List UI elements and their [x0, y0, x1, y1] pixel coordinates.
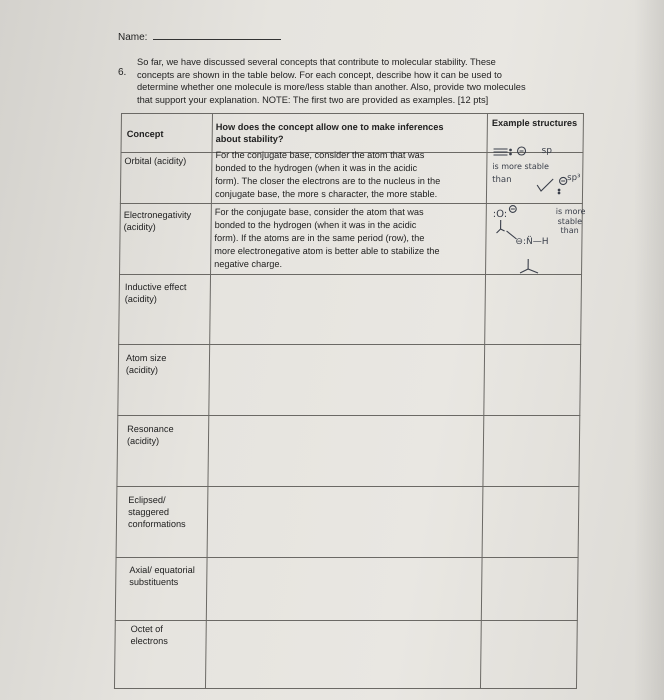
- hand-amide: ⊖:N̈—H: [515, 237, 549, 247]
- table-row-divider: [116, 486, 579, 487]
- hand-more-stable: is more stable: [492, 162, 550, 171]
- concept-orbital: [124, 155, 186, 167]
- concept-eclipsed-staggered: [128, 494, 186, 531]
- question-line: concepts are shown in the table below. For each concept, describe how it can be used to: [137, 69, 502, 80]
- concept-octet: [130, 623, 168, 647]
- concept-line: Octet of: [130, 624, 163, 634]
- hand-sp: sp: [541, 146, 553, 156]
- concept-line: Eclipsed/: [128, 495, 166, 505]
- table-row-divider: [115, 620, 578, 621]
- concept-line: Resonance: [127, 424, 174, 434]
- header-inference-line: about stability?: [215, 134, 284, 145]
- name-blank-line: [153, 30, 281, 40]
- inference-line: bonded to the hydrogen (when it was in the acidic: [214, 220, 417, 230]
- concept-line: Orbital (acidity): [124, 156, 187, 166]
- header-inference: [216, 121, 444, 145]
- question-text: [137, 56, 592, 106]
- header-concept: Concept: [126, 129, 164, 139]
- concept-line: (acidity): [125, 365, 159, 376]
- inference-line: more electronegative atom is better able to stabilize the: [214, 246, 440, 256]
- table-border-top: [121, 113, 584, 114]
- table-border-left: [114, 113, 122, 689]
- question-number: 6.: [118, 67, 127, 78]
- header-inference-line: How does the concept allow one to make inferences: [215, 122, 444, 132]
- concept-line: substituents: [129, 577, 179, 588]
- inference-line: For the conjugate base, consider the atom that was: [214, 207, 424, 217]
- concept-resonance: [127, 423, 174, 447]
- header-examples: Example structures: [491, 118, 578, 128]
- hand-stable: stable: [557, 217, 583, 226]
- concept-axial-equatorial: [129, 564, 195, 588]
- page-shadow: [634, 0, 664, 700]
- concept-line: Electronegativity: [123, 210, 192, 220]
- hand-sp3: sp³: [567, 173, 581, 183]
- question-line: that support your explanation. NOTE: The first two are provided as examples. [12 pts]: [137, 94, 489, 105]
- table-border-bottom: [114, 688, 577, 689]
- concept-line: Inductive effect: [124, 282, 187, 292]
- concept-line: (acidity): [124, 294, 157, 305]
- svg-text::O:: :O:: [492, 209, 508, 220]
- concepts-table: [114, 113, 584, 689]
- concept-atom-size: [126, 352, 167, 376]
- inference-line: bonded to the hydrogen (when it was in the acidic: [215, 163, 418, 173]
- concept-line: (acidity): [126, 436, 160, 447]
- concept-line: conformations: [127, 519, 186, 530]
- inference-line: negative charge.: [214, 259, 283, 269]
- concept-line: Atom size: [125, 353, 167, 363]
- question-line: So far, we have discussed several concepts that contribute to molecular stability. These: [137, 57, 496, 67]
- concept-line: (acidity): [123, 222, 156, 233]
- table-row-divider: [116, 557, 579, 558]
- hand-is-more: is more: [555, 207, 586, 216]
- inference-orbital: [215, 149, 441, 201]
- concept-line: electrons: [130, 636, 168, 647]
- table-col-divider: [205, 113, 213, 689]
- name-label: Name:: [118, 32, 148, 43]
- inference-electronegativity: [214, 206, 440, 271]
- concept-electronegativity: [124, 209, 192, 233]
- table-row-divider: [117, 415, 580, 416]
- concept-inductive-effect: [125, 281, 187, 305]
- concept-line: staggered: [128, 507, 170, 518]
- inference-line: conjugate base, the more s character, the more stable.: [214, 189, 438, 199]
- question-line: determine whether one molecule is more/less stable than another. Also, provide two molecules: [137, 82, 526, 93]
- inference-line: form). The closer the electrons are to the nucleus in the: [215, 176, 441, 186]
- hand-than: than: [492, 175, 512, 185]
- name-field: [118, 30, 281, 43]
- inference-line: form). If the atoms are in the same period (row), the: [214, 233, 425, 243]
- concept-line: Axial/ equatorial: [129, 565, 195, 575]
- table-row-divider: [118, 344, 581, 345]
- hand-than: than: [560, 226, 579, 235]
- example-orbital-structures: [487, 141, 583, 203]
- inference-line: For the conjugate base, consider the atom that was: [215, 150, 425, 160]
